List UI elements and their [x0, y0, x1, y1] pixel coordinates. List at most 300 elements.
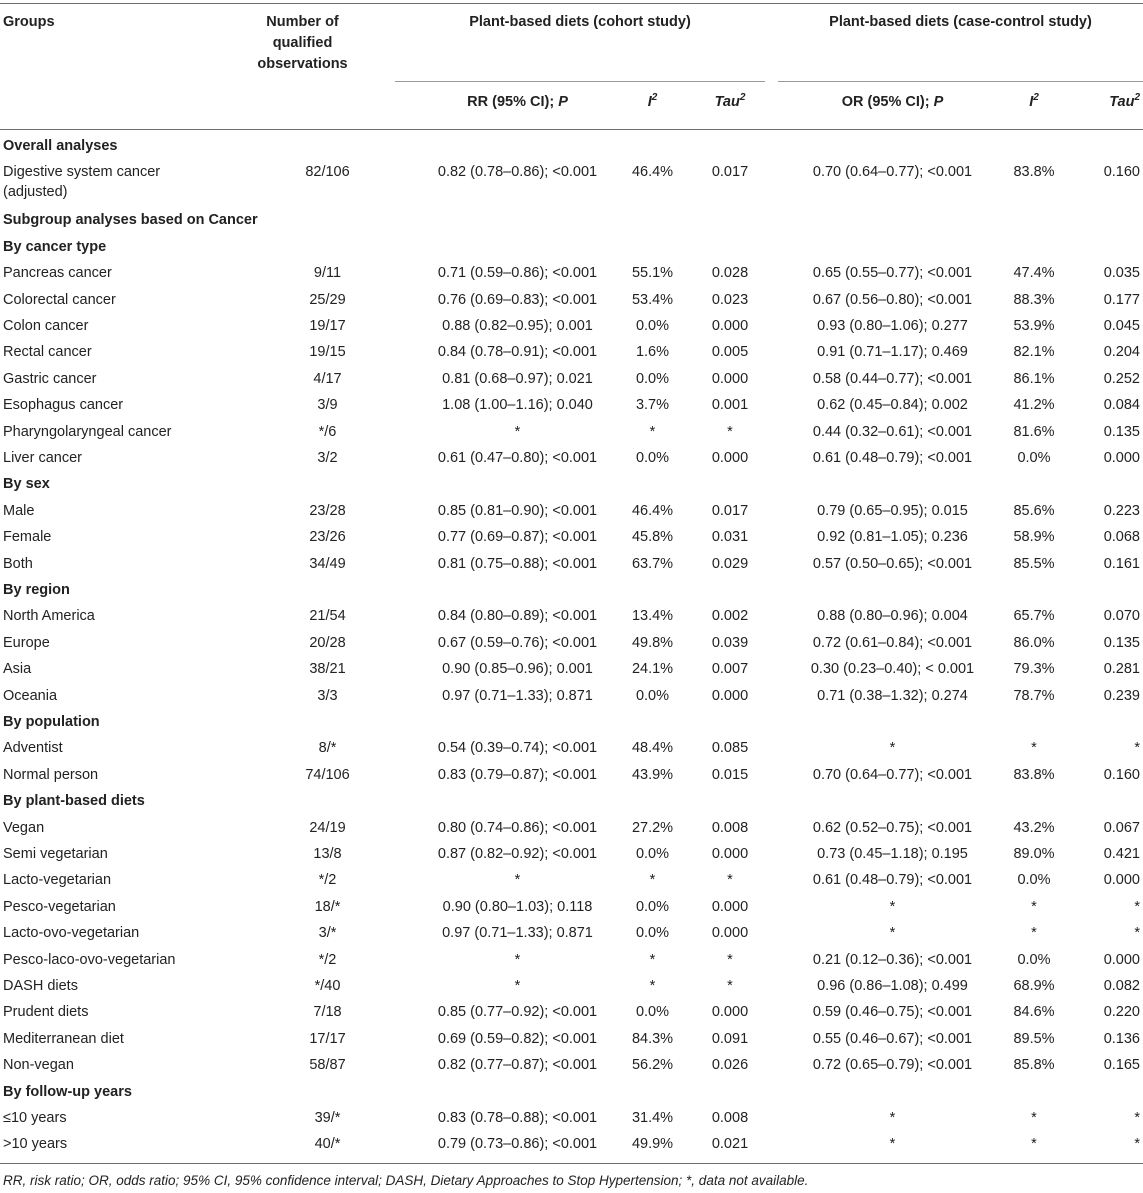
rr-ci-p-cell: 0.88 (0.82–0.95); 0.001 — [442, 318, 593, 334]
cohort-tau2-cell: 0.008 — [711, 1110, 749, 1126]
table-row — [0, 656, 1143, 682]
case-control-i2-cell: 83.8% — [1013, 766, 1055, 783]
qualified-observations-cell: 58/87 — [309, 1057, 346, 1074]
case-control-i2-cell: * — [1031, 898, 1037, 915]
case-control-tau2-cell: 0.084 — [1103, 397, 1140, 414]
cohort-i2-cell: 0.0% — [635, 925, 670, 942]
cohort-tau2-cell: 0.000 — [711, 318, 749, 334]
cohort-group-rule — [395, 81, 765, 82]
table-row — [0, 159, 1143, 205]
rr-ci-p-cell: 0.67 (0.59–0.76); <0.001 — [437, 634, 598, 651]
case-control-i2-cell: 83.8% — [1013, 164, 1055, 181]
row-label: >10 years — [3, 1136, 68, 1153]
or-ci-p-cell: 0.61 (0.48–0.79); <0.001 — [812, 872, 973, 889]
cohort-i2-cell: 84.3% — [631, 1030, 674, 1047]
row-label: Mediterranean diet — [3, 1030, 124, 1047]
row-label: Pesco-laco-ovo-vegetarian — [3, 951, 176, 968]
cohort-tau2-cell: 0.021 — [711, 1136, 749, 1153]
cohort-tau2-cell: 0.000 — [711, 925, 749, 942]
or-ci-p-cell: 0.55 (0.46–0.67); <0.001 — [812, 1030, 973, 1047]
cohort-tau2-cell: 0.005 — [711, 344, 749, 361]
row-label: Vegan — [3, 819, 45, 836]
cohort-i2-cell: 13.4% — [631, 608, 674, 625]
cohort-i2-cell: * — [649, 872, 656, 889]
rr-ci-p-cell: 0.85 (0.77–0.92); <0.001 — [437, 1004, 598, 1021]
section-heading-row — [0, 709, 1143, 735]
header-i2-case-control: $I^2$ — [1029, 92, 1039, 110]
table-row — [0, 1026, 1143, 1052]
row-label: Both — [3, 555, 33, 572]
table-row — [0, 419, 1143, 445]
cohort-i2-cell: 0.0% — [635, 318, 670, 334]
rr-ci-p-cell: 0.61 (0.47–0.80); <0.001 — [437, 450, 598, 466]
row-label: Pharyngolaryngeal cancer — [3, 423, 172, 440]
case-control-i2-cell: 86.0% — [1013, 634, 1055, 651]
case-control-tau2-cell: 0.000 — [1103, 951, 1140, 968]
qualified-observations-cell: 3/2 — [317, 450, 338, 466]
cohort-tau2-cell: 0.039 — [711, 634, 749, 651]
qualified-observations-cell: 24/19 — [309, 819, 346, 836]
section-heading-row — [0, 577, 1143, 603]
table-row — [0, 815, 1143, 841]
row-label: Adventist — [3, 740, 63, 757]
case-control-i2-cell: * — [1031, 1110, 1037, 1126]
cohort-i2-cell: 49.8% — [631, 634, 674, 651]
cohort-tau2-cell: 0.029 — [711, 555, 749, 572]
table-row — [0, 867, 1143, 893]
or-ci-p-cell: 0.79 (0.65–0.95); 0.015 — [817, 502, 968, 519]
row-label: DASH diets — [3, 978, 78, 994]
table-row — [0, 762, 1143, 788]
table-row — [0, 920, 1143, 946]
case-control-tau2-cell: 0.067 — [1103, 819, 1140, 836]
case-control-tau2-cell: 0.035 — [1103, 265, 1140, 282]
row-label: Europe — [3, 634, 50, 651]
case-control-tau2-cell: 0.281 — [1103, 661, 1140, 678]
case-control-i2-cell: * — [1031, 740, 1037, 757]
table-row — [0, 498, 1143, 524]
section-heading-row — [0, 1079, 1143, 1105]
rr-ci-p-cell: * — [514, 872, 521, 889]
qualified-observations-cell: */2 — [318, 951, 337, 968]
cohort-i2-cell: 24.1% — [631, 661, 674, 678]
qualified-observations-cell: 39/* — [314, 1110, 341, 1126]
case-control-i2-cell: 47.4% — [1013, 265, 1055, 282]
or-ci-p-cell: 0.91 (0.71–1.17); 0.469 — [817, 344, 968, 361]
case-control-tau2-cell: 0.177 — [1103, 291, 1140, 308]
section-heading: By region — [3, 582, 70, 598]
case-control-tau2-cell: 0.165 — [1103, 1057, 1140, 1074]
case-control-tau2-cell: * — [1134, 740, 1140, 757]
cohort-i2-cell: 31.4% — [631, 1110, 674, 1126]
or-ci-p-cell: 0.72 (0.61–0.84); <0.001 — [812, 634, 973, 651]
case-control-tau2-cell: 0.161 — [1103, 555, 1140, 572]
section-heading-row — [0, 207, 1143, 233]
case-control-i2-cell: 89.5% — [1013, 1030, 1055, 1047]
case-control-tau2-cell: 0.045 — [1103, 318, 1140, 334]
case-control-tau2-cell: * — [1134, 1110, 1140, 1126]
case-control-i2-cell: 79.3% — [1013, 661, 1055, 678]
cohort-tau2-cell: 0.017 — [711, 502, 749, 519]
row-label: Colon cancer — [3, 318, 89, 334]
cohort-i2-cell: 49.9% — [631, 1136, 674, 1153]
rr-ci-p-cell: * — [514, 978, 521, 994]
rr-ci-p-cell: 0.54 (0.39–0.74); <0.001 — [437, 740, 598, 757]
case-control-i2-cell: 43.2% — [1013, 819, 1055, 836]
case-control-tau2-cell: 0.160 — [1103, 164, 1140, 181]
cohort-tau2-cell: 0.000 — [711, 846, 749, 862]
case-control-i2-cell: 89.0% — [1013, 846, 1055, 862]
or-ci-p-cell: 0.71 (0.38–1.32); 0.274 — [817, 687, 968, 704]
qualified-observations-cell: 3/9 — [317, 397, 338, 414]
case-control-tau2-cell: 0.068 — [1103, 529, 1140, 546]
rr-ci-p-cell: 0.84 (0.78–0.91); <0.001 — [437, 344, 598, 361]
case-control-i2-cell: 65.7% — [1013, 608, 1055, 625]
rr-ci-p-cell: * — [514, 423, 521, 440]
or-ci-p-cell: 0.62 (0.52–0.75); <0.001 — [812, 819, 973, 836]
cohort-tau2-cell: * — [727, 423, 733, 440]
qualified-observations-cell: 20/28 — [309, 634, 346, 651]
case-control-tau2-cell: 0.204 — [1103, 344, 1140, 361]
cohort-i2-cell: 53.4% — [631, 291, 674, 308]
cohort-i2-cell: 45.8% — [631, 529, 674, 546]
cohort-tau2-cell: 0.023 — [711, 291, 749, 308]
table-row — [0, 841, 1143, 867]
table-row — [0, 551, 1143, 577]
row-label: Pancreas cancer — [3, 265, 112, 282]
table-row — [0, 1052, 1143, 1078]
or-ci-p-cell: 0.93 (0.80–1.06); 0.277 — [817, 318, 968, 334]
rr-ci-p-cell: * — [514, 951, 521, 968]
table-row — [0, 392, 1143, 418]
qualified-observations-cell: 19/17 — [309, 318, 346, 334]
cohort-i2-cell: 0.0% — [635, 898, 670, 915]
table-row — [0, 366, 1143, 392]
cohort-tau2-cell: 0.091 — [711, 1030, 749, 1047]
case-control-i2-cell: 88.3% — [1013, 291, 1055, 308]
table-row — [0, 524, 1143, 550]
rr-ci-p-cell: 0.77 (0.69–0.87); <0.001 — [437, 529, 598, 546]
row-label: Oceania — [3, 687, 58, 704]
case-control-tau2-cell: * — [1134, 1136, 1140, 1153]
rr-ci-p-cell: 0.97 (0.71–1.33); 0.871 — [442, 925, 593, 942]
row-label: Lacto-vegetarian — [3, 872, 112, 889]
row-label: Liver cancer — [3, 450, 82, 466]
qualified-observations-cell: 74/106 — [305, 766, 350, 783]
rr-ci-p-cell: 0.71 (0.59–0.86); <0.001 — [437, 265, 598, 282]
qualified-observations-cell: 3/* — [318, 925, 337, 942]
or-ci-p-cell: 0.65 (0.55–0.77); <0.001 — [812, 265, 973, 282]
row-label: Digestive system cancer — [3, 164, 161, 181]
or-ci-p-cell: 0.92 (0.81–1.05); 0.236 — [817, 529, 968, 546]
cohort-i2-cell: 0.0% — [635, 1004, 670, 1021]
case-control-tau2-cell: 0.239 — [1103, 687, 1140, 704]
table-bottom-rule — [0, 1163, 1143, 1164]
rr-ci-p-cell: 0.82 (0.78–0.86); <0.001 — [437, 164, 598, 181]
case-control-tau2-cell: 0.082 — [1103, 978, 1140, 994]
qualified-observations-cell: 40/* — [314, 1136, 341, 1153]
or-ci-p-cell: 0.58 (0.44–0.77); <0.001 — [812, 370, 973, 387]
case-control-tau2-cell: 0.000 — [1103, 450, 1140, 466]
or-ci-p-cell: 0.44 (0.32–0.61); <0.001 — [812, 423, 973, 440]
table-footnote: RR, risk ratio; OR, odds ratio; 95% CI, 95% confidence interval; DASH, Dietary Approaches to Stop Hypertension; *, data not available. — [3, 1173, 809, 1188]
row-label: ≤10 years — [3, 1110, 67, 1126]
header-rr: RR (95% CI); P — [467, 94, 568, 110]
table-row — [0, 1131, 1143, 1157]
header-case-control-study: Plant-based diets (case-control study) — [829, 14, 1092, 30]
qualified-observations-cell: 23/26 — [309, 529, 346, 546]
cohort-tau2-cell: 0.017 — [711, 164, 749, 181]
header-i2-cohort: $I^2$ — [647, 92, 658, 110]
header-bottom-rule — [0, 129, 1143, 130]
case-control-i2-cell: * — [1031, 1136, 1037, 1153]
case-control-i2-cell: 81.6% — [1013, 423, 1055, 440]
table-top-rule — [0, 3, 1143, 4]
cohort-i2-cell: 0.0% — [635, 370, 670, 387]
row-label: Prudent diets — [3, 1004, 89, 1021]
or-ci-p-cell: 0.57 (0.50–0.65); <0.001 — [812, 555, 973, 572]
rr-ci-p-cell: 0.85 (0.81–0.90); <0.001 — [437, 502, 598, 519]
rr-ci-p-cell: 0.81 (0.68–0.97); 0.021 — [442, 370, 593, 387]
rr-ci-p-cell: 0.90 (0.85–0.96); 0.001 — [442, 661, 593, 678]
case-control-i2-cell: 78.7% — [1013, 687, 1055, 704]
cohort-i2-cell: 0.0% — [635, 846, 670, 862]
table-row — [0, 1105, 1143, 1131]
case-control-tau2-cell: 0.135 — [1103, 634, 1140, 651]
row-label: Rectal cancer — [3, 344, 92, 361]
case-control-i2-cell: 84.6% — [1013, 1004, 1055, 1021]
or-ci-p-cell: 0.73 (0.45–1.18); 0.195 — [817, 846, 968, 862]
table-row — [0, 947, 1143, 973]
case-control-tau2-cell: 0.070 — [1103, 608, 1140, 625]
cohort-tau2-cell: 0.000 — [711, 687, 749, 704]
case-control-group-rule — [778, 81, 1143, 82]
qualified-observations-cell: */40 — [314, 978, 341, 994]
table-row — [0, 973, 1143, 999]
section-heading: By sex — [3, 476, 50, 493]
case-control-i2-cell: 85.5% — [1013, 555, 1055, 572]
or-ci-p-cell: 0.72 (0.65–0.79); <0.001 — [812, 1057, 973, 1074]
cohort-tau2-cell: 0.000 — [711, 450, 749, 466]
qualified-observations-cell: 38/21 — [309, 661, 346, 678]
row-label: Esophagus cancer — [3, 397, 124, 414]
table-row — [0, 339, 1143, 365]
rr-ci-p-cell: 0.80 (0.74–0.86); <0.001 — [437, 819, 598, 836]
rr-ci-p-cell: 0.76 (0.69–0.83); <0.001 — [437, 291, 598, 308]
case-control-tau2-cell: 0.421 — [1103, 846, 1140, 862]
row-label: Colorectal cancer — [3, 291, 116, 308]
case-control-i2-cell: 0.0% — [1017, 872, 1051, 889]
rr-ci-p-cell: 0.97 (0.71–1.33); 0.871 — [442, 687, 593, 704]
cohort-i2-cell: 0.0% — [635, 687, 670, 704]
row-label: Male — [3, 502, 35, 519]
case-control-i2-cell: 58.9% — [1013, 529, 1055, 546]
table-row — [0, 313, 1143, 339]
or-ci-p-cell: 0.96 (0.86–1.08); 0.499 — [817, 978, 968, 994]
case-control-i2-cell: 82.1% — [1013, 344, 1055, 361]
or-ci-p-cell: * — [889, 925, 896, 942]
case-control-tau2-cell: 0.220 — [1103, 1004, 1140, 1021]
header-tau2-case-control: Tau$^2$ — [1109, 92, 1140, 110]
row-label: Semi vegetarian — [3, 846, 108, 862]
section-heading-row — [0, 234, 1143, 260]
rr-ci-p-cell: 0.90 (0.80–1.03); 0.118 — [442, 898, 593, 915]
cohort-i2-cell: 56.2% — [631, 1057, 674, 1074]
row-label: Gastric cancer — [3, 370, 97, 387]
cohort-tau2-cell: 0.028 — [711, 265, 749, 282]
qualified-observations-cell: 3/3 — [317, 687, 338, 704]
cohort-tau2-cell: * — [727, 872, 733, 889]
table-row — [0, 894, 1143, 920]
header-cohort-study: Plant-based diets (cohort study) — [469, 14, 691, 30]
section-heading-row — [0, 471, 1143, 497]
table-row — [0, 999, 1143, 1025]
header-or: OR (95% CI); P — [841, 94, 944, 110]
case-control-tau2-cell: 0.136 — [1103, 1030, 1140, 1047]
case-control-tau2-cell: * — [1134, 925, 1140, 942]
qualified-observations-cell: 4/17 — [313, 370, 342, 387]
row-label: Normal person — [3, 766, 99, 783]
section-heading: Overall analyses — [3, 138, 118, 154]
case-control-i2-cell: 53.9% — [1013, 318, 1055, 334]
cohort-tau2-cell: 0.026 — [711, 1057, 749, 1074]
cohort-tau2-cell: 0.000 — [711, 1004, 749, 1021]
qualified-observations-cell: 25/29 — [309, 291, 346, 308]
case-control-tau2-cell: * — [1134, 898, 1140, 915]
cohort-tau2-cell: 0.085 — [711, 740, 749, 757]
case-control-i2-cell: 86.1% — [1013, 370, 1055, 387]
row-label: North America — [3, 608, 95, 625]
qualified-observations-cell: 13/8 — [313, 846, 342, 862]
header-number-line3: observations — [257, 56, 348, 72]
cohort-tau2-cell: 0.002 — [711, 608, 749, 625]
row-label: Female — [3, 529, 52, 546]
section-heading-row — [0, 788, 1143, 814]
or-ci-p-cell: 0.59 (0.46–0.75); <0.001 — [812, 1004, 973, 1021]
rr-ci-p-cell: 1.08 (1.00–1.16); 0.040 — [442, 397, 593, 414]
cohort-i2-cell: 43.9% — [631, 766, 674, 783]
case-control-tau2-cell: 0.160 — [1103, 766, 1140, 783]
case-control-i2-cell: 68.9% — [1013, 978, 1055, 994]
or-ci-p-cell: 0.62 (0.45–0.84); 0.002 — [817, 397, 968, 414]
cohort-i2-cell: 27.2% — [631, 819, 674, 836]
rr-ci-p-cell: 0.83 (0.79–0.87); <0.001 — [437, 766, 598, 783]
or-ci-p-cell: 0.61 (0.48–0.79); <0.001 — [812, 450, 973, 466]
or-ci-p-cell: * — [889, 1110, 896, 1126]
case-control-tau2-cell: 0.000 — [1103, 872, 1140, 889]
cohort-i2-cell: * — [649, 978, 656, 994]
qualified-observations-cell: 18/* — [314, 898, 341, 915]
cohort-tau2-cell: 0.001 — [711, 397, 749, 414]
case-control-i2-cell: 0.0% — [1017, 951, 1051, 968]
cohort-i2-cell: 1.6% — [635, 344, 670, 361]
cohort-tau2-cell: * — [727, 951, 733, 968]
table-row — [0, 735, 1143, 761]
case-control-tau2-cell: 0.252 — [1103, 370, 1140, 387]
section-heading: By plant-based diets — [3, 793, 145, 810]
case-control-i2-cell: 41.2% — [1013, 397, 1055, 414]
header-number-line1: Number of — [266, 14, 339, 30]
row-label: Lacto-ovo-vegetarian — [3, 925, 140, 942]
qualified-observations-cell: 23/28 — [309, 502, 346, 519]
or-ci-p-cell: 0.70 (0.64–0.77); <0.001 — [812, 164, 973, 181]
section-heading: By population — [3, 714, 100, 730]
cohort-tau2-cell: 0.031 — [711, 529, 749, 546]
case-control-tau2-cell: 0.135 — [1103, 423, 1140, 440]
qualified-observations-cell: 7/18 — [313, 1004, 342, 1021]
or-ci-p-cell: 0.88 (0.80–0.96); 0.004 — [817, 608, 968, 625]
or-ci-p-cell: 0.67 (0.56–0.80); <0.001 — [812, 291, 973, 308]
section-heading: By cancer type — [3, 238, 107, 255]
rr-ci-p-cell: 0.69 (0.59–0.82); <0.001 — [437, 1030, 598, 1047]
table-row — [0, 260, 1143, 286]
cohort-i2-cell: 48.4% — [631, 740, 674, 757]
rr-ci-p-cell: 0.81 (0.75–0.88); <0.001 — [437, 555, 598, 572]
case-control-i2-cell: 0.0% — [1017, 450, 1051, 466]
cohort-i2-cell: * — [649, 951, 656, 968]
qualified-observations-cell: 21/54 — [309, 608, 346, 625]
section-heading-row — [0, 133, 1143, 159]
row-label-continued: (adjusted) — [3, 184, 68, 201]
case-control-tau2-cell: 0.223 — [1103, 502, 1140, 519]
cohort-tau2-cell: 0.008 — [711, 819, 749, 836]
cohort-i2-cell: 0.0% — [635, 450, 670, 466]
cohort-tau2-cell: 0.015 — [711, 766, 749, 783]
qualified-observations-cell: 82/106 — [305, 164, 350, 181]
row-label: Pesco-vegetarian — [3, 898, 116, 915]
table-row — [0, 630, 1143, 656]
cohort-i2-cell: 46.4% — [631, 502, 674, 519]
cohort-i2-cell: 55.1% — [631, 265, 674, 282]
rr-ci-p-cell: 0.84 (0.80–0.89); <0.001 — [437, 608, 598, 625]
section-heading: Subgroup analyses based on Cancer — [3, 212, 258, 229]
qualified-observations-cell: 17/17 — [309, 1030, 346, 1047]
table-row — [0, 603, 1143, 629]
row-label: Asia — [3, 661, 32, 678]
header-number-line2: qualified — [272, 35, 333, 51]
or-ci-p-cell: * — [889, 1136, 896, 1153]
section-heading: By follow-up years — [3, 1083, 132, 1100]
qualified-observations-cell: */6 — [318, 423, 337, 440]
or-ci-p-cell: 0.21 (0.12–0.36); <0.001 — [812, 951, 973, 968]
qualified-observations-cell: */2 — [318, 872, 337, 889]
header-groups: Groups — [3, 14, 55, 30]
or-ci-p-cell: * — [889, 740, 896, 757]
cohort-tau2-cell: 0.007 — [711, 661, 749, 678]
qualified-observations-cell: 8/* — [318, 740, 337, 757]
rr-ci-p-cell: 0.79 (0.73–0.86); <0.001 — [437, 1136, 598, 1153]
rr-ci-p-cell: 0.87 (0.82–0.92); <0.001 — [437, 846, 598, 862]
cohort-i2-cell: 63.7% — [631, 555, 674, 572]
cohort-i2-cell: 46.4% — [631, 164, 674, 181]
cohort-tau2-cell: 0.000 — [711, 370, 749, 387]
table-row — [0, 287, 1143, 313]
case-control-i2-cell: * — [1031, 925, 1037, 942]
qualified-observations-cell: 19/15 — [309, 344, 346, 361]
or-ci-p-cell: 0.30 (0.23–0.40); < 0.001 — [810, 661, 975, 678]
rr-ci-p-cell: 0.83 (0.78–0.88); <0.001 — [437, 1110, 598, 1126]
header-tau2-cohort: Tau$^2$ — [714, 92, 746, 110]
table-row — [0, 445, 1143, 471]
qualified-observations-cell: 9/11 — [313, 265, 342, 282]
cohort-i2-cell: 3.7% — [635, 397, 670, 414]
rr-ci-p-cell: 0.82 (0.77–0.87); <0.001 — [437, 1057, 598, 1074]
cohort-i2-cell: * — [649, 423, 656, 440]
cohort-tau2-cell: * — [727, 978, 733, 994]
or-ci-p-cell: 0.70 (0.64–0.77); <0.001 — [812, 766, 973, 783]
case-control-i2-cell: 85.8% — [1013, 1057, 1055, 1074]
table-row — [0, 683, 1143, 709]
